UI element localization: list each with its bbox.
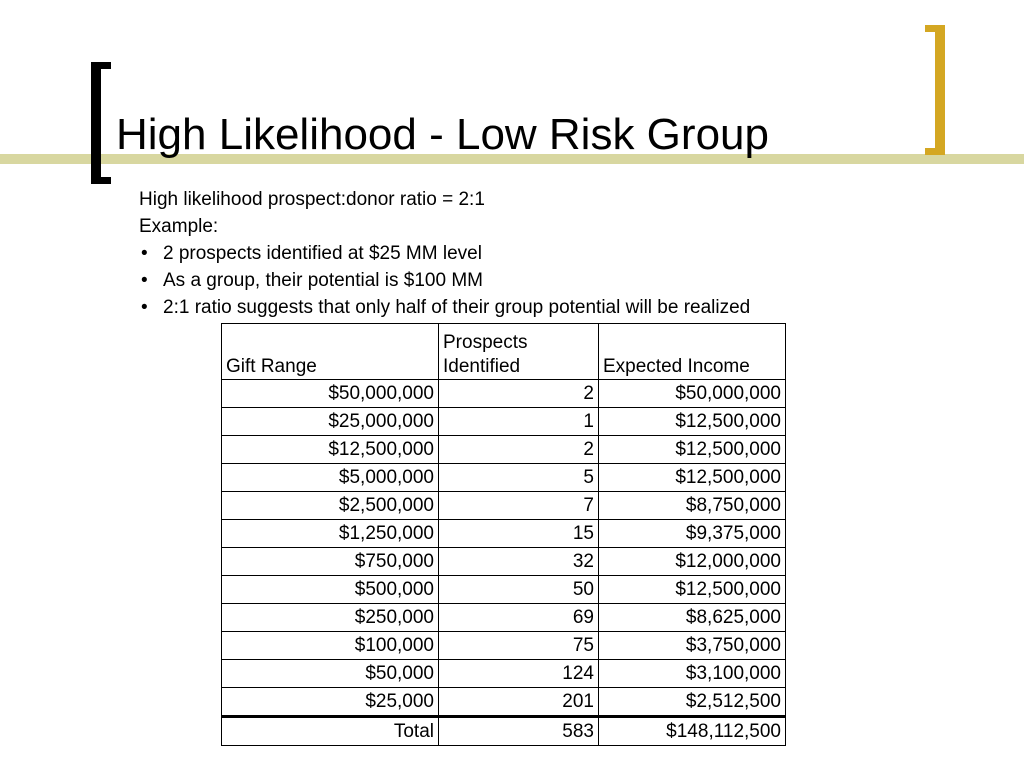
income-cell: $12,500,000 <box>599 464 786 492</box>
ratio-line: High likelihood prospect:donor ratio = 2:1 <box>139 189 485 210</box>
total-income-cell: $148,112,500 <box>599 717 786 746</box>
income-cell: $12,500,000 <box>599 576 786 604</box>
bullet-item: • 2 prospects identified at $25 MM level <box>139 240 750 267</box>
gift-range-cell: $500,000 <box>222 576 439 604</box>
income-cell: $12,000,000 <box>599 548 786 576</box>
table-row <box>222 548 786 576</box>
right-bracket-decoration <box>925 25 945 155</box>
gift-range-cell: $100,000 <box>222 632 439 660</box>
prospects-cell: 5 <box>439 464 599 492</box>
table-row <box>222 632 786 660</box>
prospects-cell: 7 <box>439 492 599 520</box>
table-body <box>222 380 786 746</box>
table-row <box>222 436 786 464</box>
income-cell: $50,000,000 <box>599 380 786 408</box>
table-row <box>222 492 786 520</box>
bullet-list <box>139 240 750 321</box>
gift-range-cell: $25,000 <box>222 688 439 717</box>
bullet-marker: • <box>141 297 148 318</box>
prospects-cell: 75 <box>439 632 599 660</box>
income-cell: $12,500,000 <box>599 408 786 436</box>
slide-title: High Likelihood - Low Risk Group <box>116 110 769 159</box>
table-row <box>222 408 786 436</box>
slide-body <box>139 186 750 321</box>
prospects-cell: 1 <box>439 408 599 436</box>
total-label-cell: Total <box>222 717 439 746</box>
prospects-cell: 15 <box>439 520 599 548</box>
header-expected-income: Expected Income <box>599 324 786 380</box>
gift-range-cell: $50,000 <box>222 660 439 688</box>
bullet-marker: • <box>141 243 148 264</box>
income-cell: $2,512,500 <box>599 688 786 717</box>
gift-range-cell: $1,250,000 <box>222 520 439 548</box>
example-label: Example: <box>139 216 219 237</box>
income-cell: $9,375,000 <box>599 520 786 548</box>
table-row <box>222 604 786 632</box>
income-cell: $8,625,000 <box>599 604 786 632</box>
gift-range-cell: $50,000,000 <box>222 380 439 408</box>
prospects-cell: 69 <box>439 604 599 632</box>
total-prospects-cell: 583 <box>439 717 599 746</box>
prospects-cell: 2 <box>439 380 599 408</box>
table-total-row <box>222 717 786 746</box>
table-header-row <box>222 324 786 380</box>
income-cell: $3,100,000 <box>599 660 786 688</box>
income-cell: $12,500,000 <box>599 436 786 464</box>
header-prospects-identified: Prospects Identified <box>439 324 599 380</box>
bullet-item: • As a group, their potential is $100 MM <box>139 267 750 294</box>
prospects-cell: 201 <box>439 688 599 717</box>
prospects-cell: 124 <box>439 660 599 688</box>
header-gift-range: Gift Range <box>222 324 439 380</box>
left-bracket-decoration <box>91 62 111 184</box>
gift-range-cell: $250,000 <box>222 604 439 632</box>
gift-range-table <box>221 323 786 746</box>
table-row <box>222 520 786 548</box>
prospects-cell: 2 <box>439 436 599 464</box>
gift-range-cell: $750,000 <box>222 548 439 576</box>
table-row <box>222 688 786 717</box>
table-row <box>222 380 786 408</box>
table-row <box>222 660 786 688</box>
gift-range-cell: $5,000,000 <box>222 464 439 492</box>
table-row <box>222 576 786 604</box>
gift-range-cell: $2,500,000 <box>222 492 439 520</box>
table-row <box>222 464 786 492</box>
gift-range-cell: $12,500,000 <box>222 436 439 464</box>
bullet-marker: • <box>141 270 148 291</box>
income-cell: $8,750,000 <box>599 492 786 520</box>
prospects-cell: 50 <box>439 576 599 604</box>
bullet-item: • 2:1 ratio suggests that only half of their group potential will be realized <box>139 294 750 321</box>
gift-range-cell: $25,000,000 <box>222 408 439 436</box>
prospects-cell: 32 <box>439 548 599 576</box>
income-cell: $3,750,000 <box>599 632 786 660</box>
